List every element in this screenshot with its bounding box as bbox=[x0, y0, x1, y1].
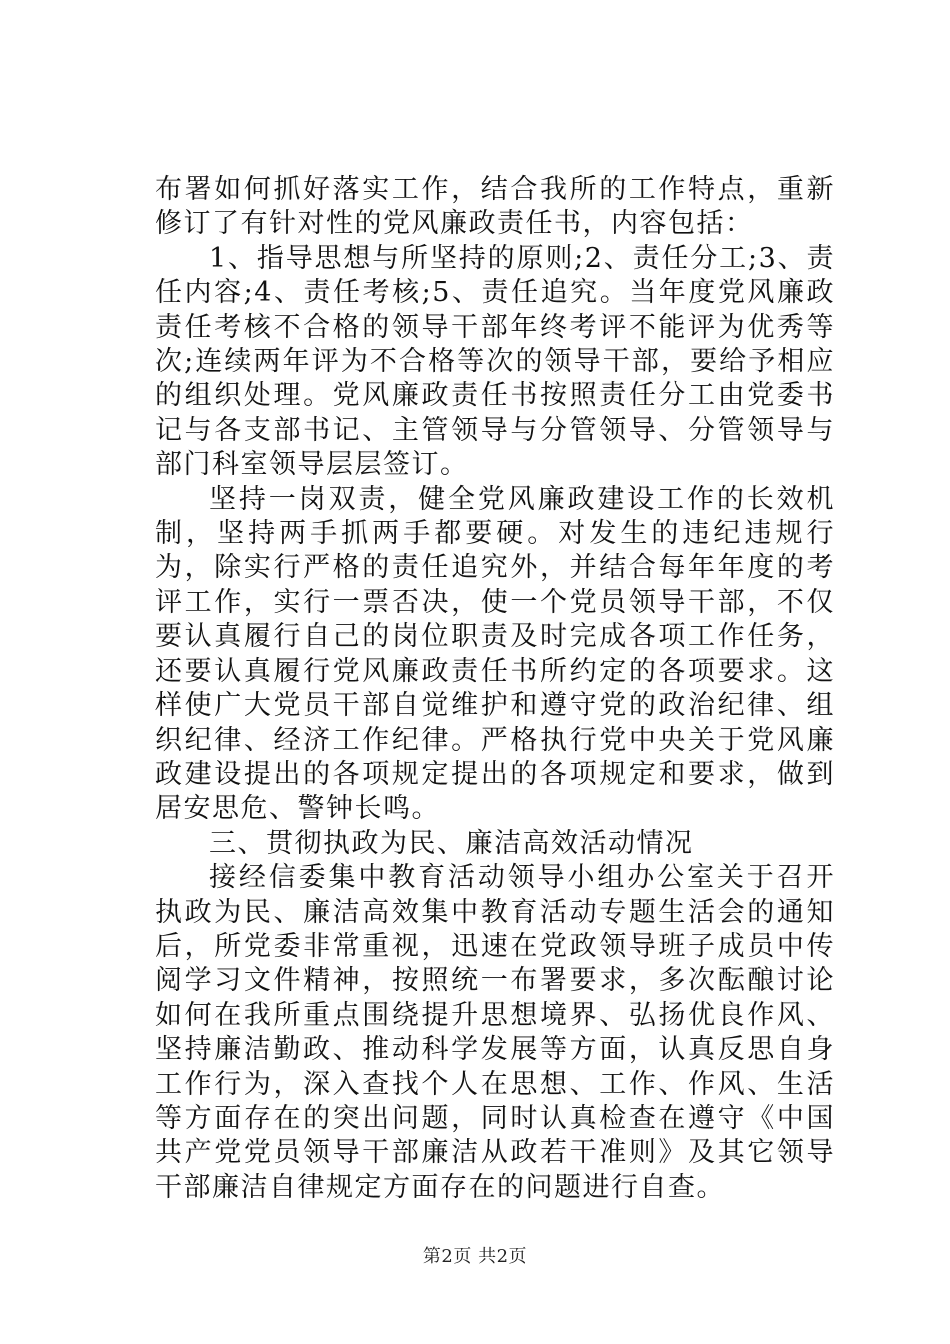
document-body bbox=[155, 173, 835, 1205]
paragraph-education-activity: 接经信委集中教育活动领导小组办公室关于召开执政为民、廉洁高效集中教育活动专题生活会的通知后，所党委非常重视，迅速在党政领导班子成员中传阅学习文件精神，按照统一布署要求，多次酝酿讨论如何在我所重点围绕提升思想境界、弘扬优良作风、坚持廉洁勤政、推动科学发展等方面，认真反思自身工作行为，深入查找个人在思想、工作、作风、生活等方面存在的突出问题，同时认真检查在遵守《中国共产党党员领导干部廉洁从政若干准则》及其它领导干部廉洁自律规定方面存在的问题进行自查。 bbox=[155, 862, 835, 1203]
paragraph-one-post-two-duties: 坚持一岗双责，健全党风廉政建设工作的长效机制，坚持两手抓两手都要硬。对发生的违纪违规行为，除实行严格的责任追究外，并结合每年年度的考评工作，实行一票否决，使一个党员领导干部，不仅要认真履行自己的岗位职责及时完成各项工作任务，还要认真履行党风廉政责任书所约定的各项要求。这样使广大党员干部自觉维护和遵守党的政治纪律、组织纪律、经济工作纪律。严格执行党中央关于党风廉政建设提出的各项规定提出的各项规定和要求，做到居安思危、警钟长鸣。 bbox=[155, 483, 835, 825]
paragraph-continuation: 布署如何抓好落实工作，结合我所的工作特点，重新修订了有针对性的党风廉政责任书，内容包括： bbox=[155, 174, 835, 240]
page-number-footer: 第2页 共2页 bbox=[422, 1246, 528, 1267]
paragraph-responsibility-items: 1、指导思想与所坚持的原则;2、责任分工;3、责任内容;4、责任考核;5、责任追究。当年度党风廉政责任考核不合格的领导干部年终考评不能评为优秀等次;连续两年评为不合格等次的领导干部，要给予相应的组织处理。党风廉政责任书按照责任分工由党委书记与各支部书记、主管领导与分管领导、分管领导与部门科室领导层层签订。 bbox=[155, 242, 835, 481]
section-heading-3: 三、贯彻执政为民、廉洁高效活动情况 bbox=[209, 827, 694, 859]
